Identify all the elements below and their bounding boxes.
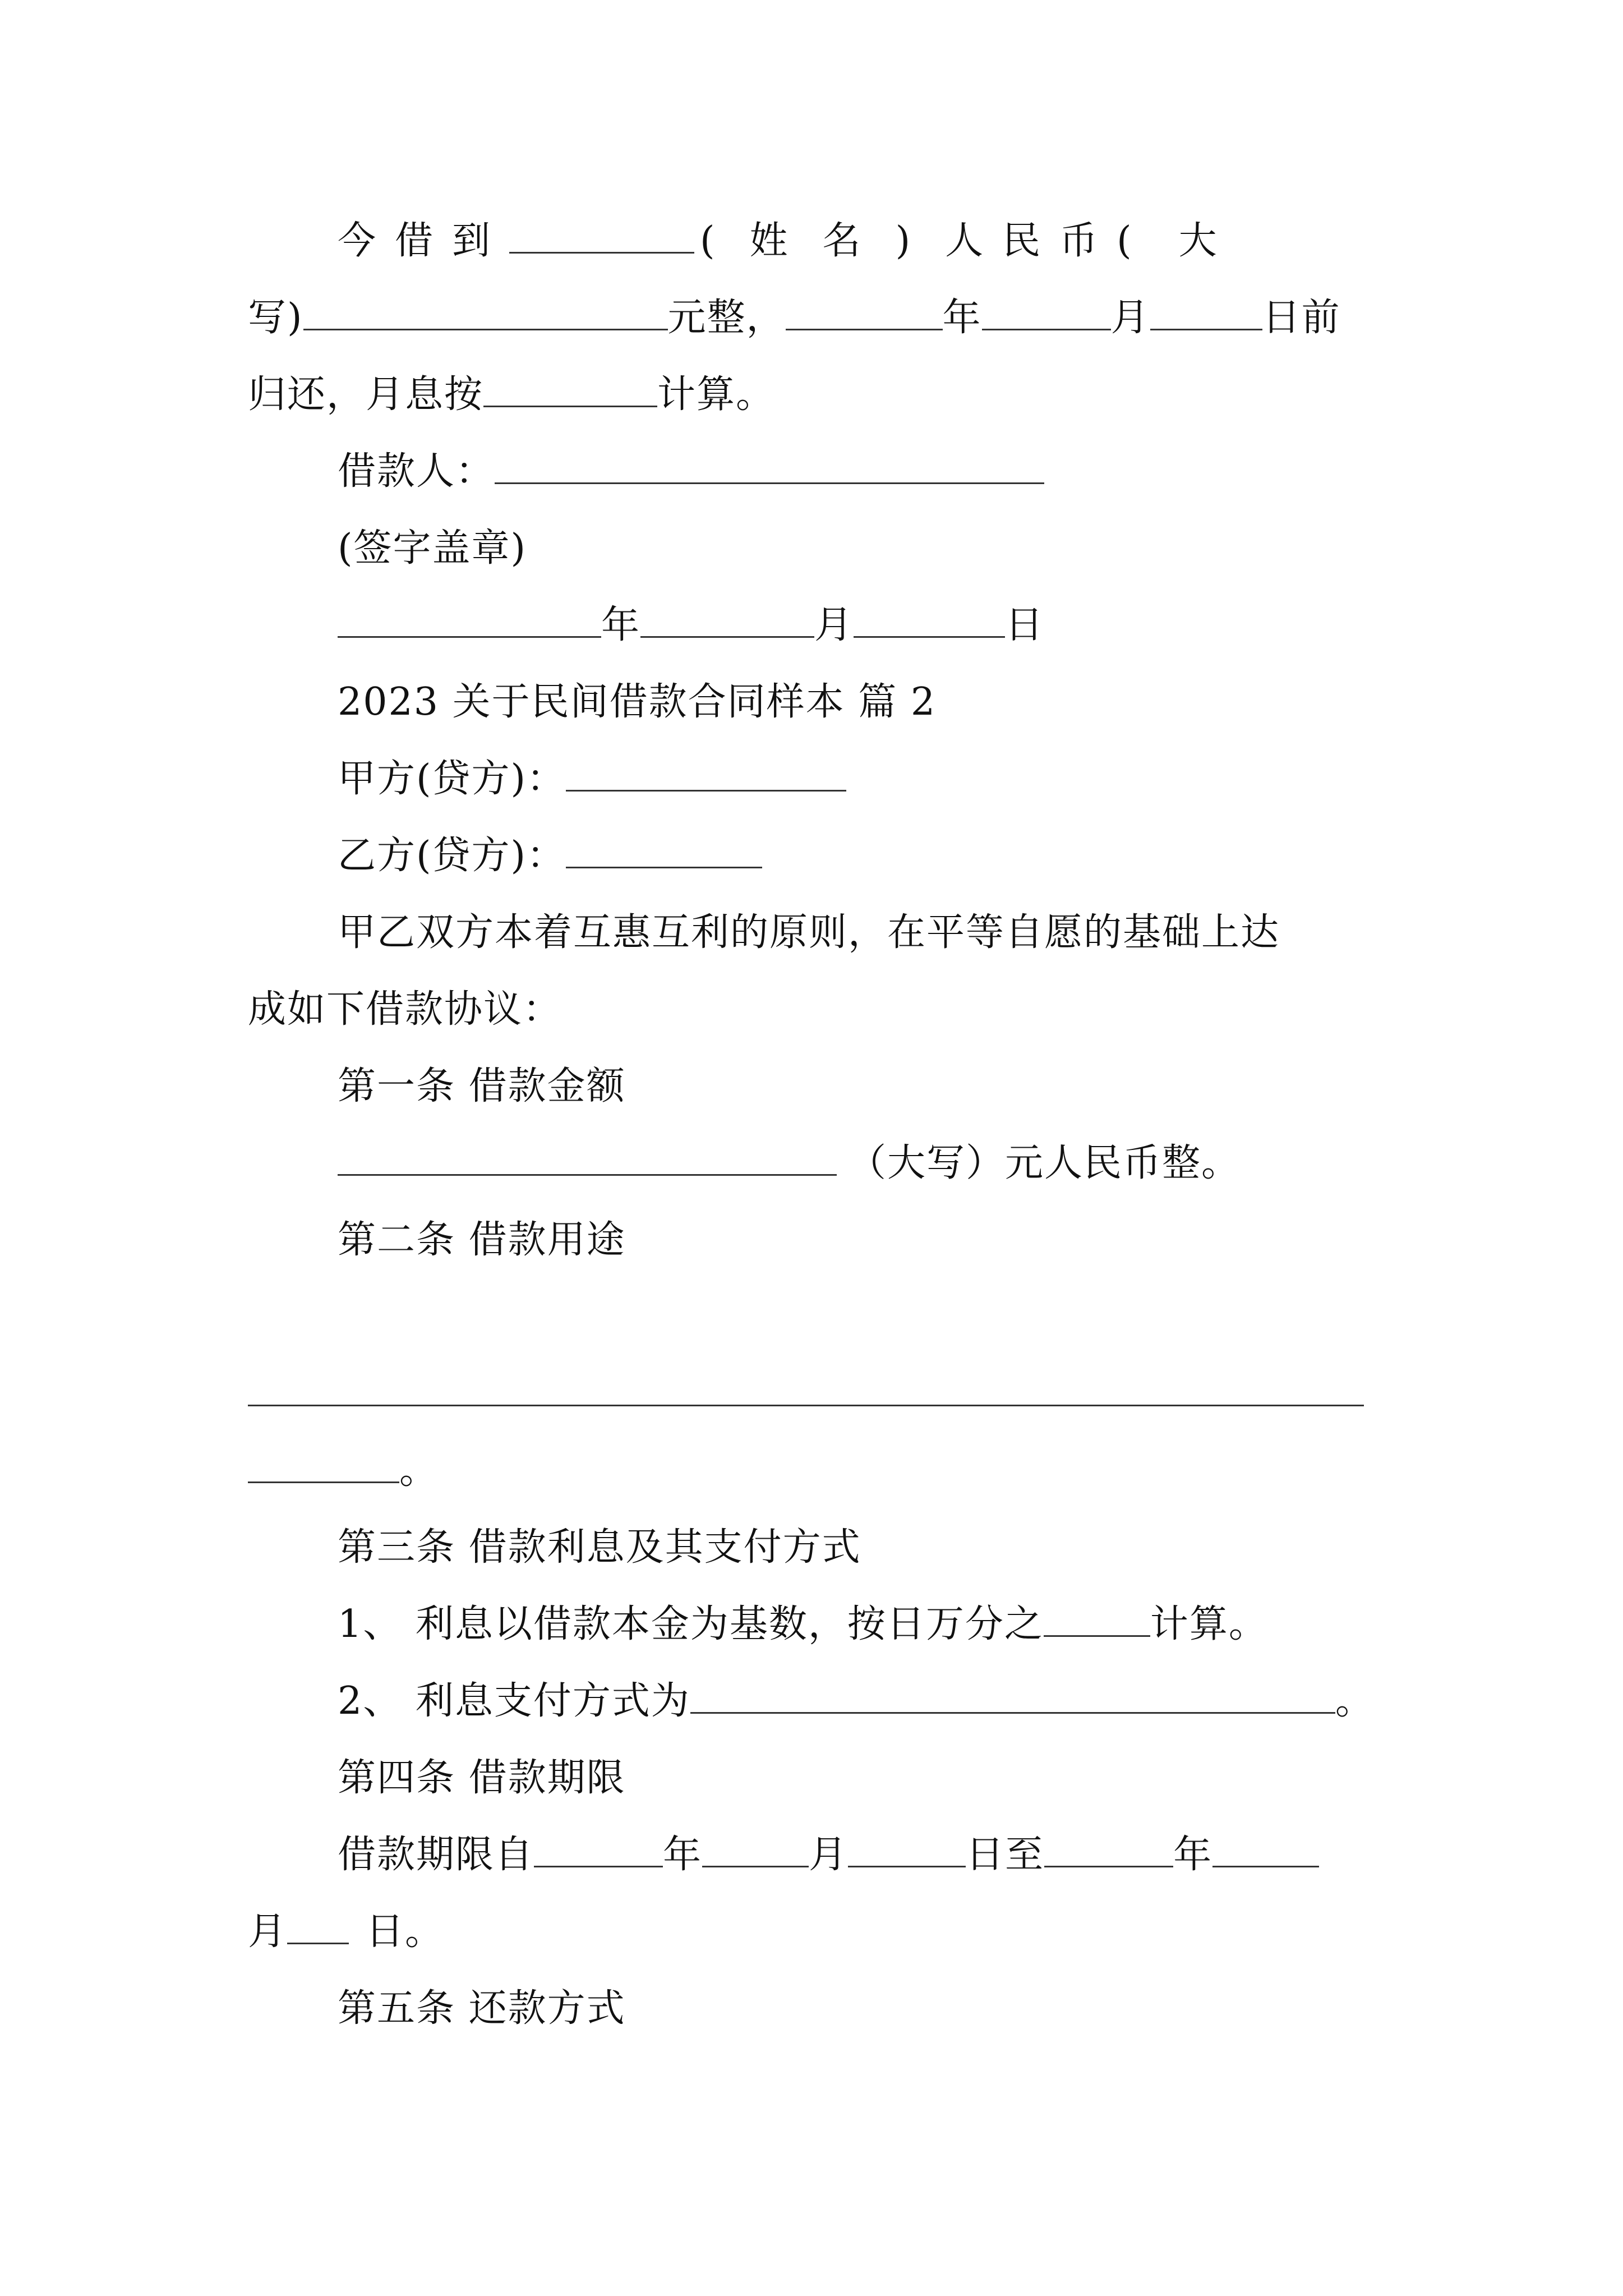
term-end-month: 月 (248, 1910, 288, 1954)
article-4-heading (338, 1753, 1487, 1803)
party-b-label: 乙方(贷方)： (338, 834, 566, 878)
article-3-text: 第三条 借款利息及其支付方式 (338, 1525, 861, 1570)
text-open-paren: ( (700, 219, 716, 263)
amount-text: （大写）元人民币整。 (848, 1141, 1241, 1185)
blank-loan-amount (338, 1139, 837, 1176)
text-rmb: 人民币( (945, 219, 1151, 263)
blank-start-year (534, 1831, 663, 1867)
loan-statement-line-3 (248, 370, 1398, 420)
article-1-heading (338, 1061, 1487, 1112)
blank-amount-uppercase (303, 294, 668, 330)
blank-sign-month (640, 601, 814, 638)
blank-due-year (786, 294, 943, 330)
section-title-text: 2023 关于民间借款合同样本 篇 2 (338, 680, 937, 724)
blank-lender-name (509, 217, 694, 254)
blank-monthly-interest (483, 371, 657, 407)
article-1-text: 第一条 借款金额 (338, 1064, 626, 1108)
text-sign-day: 日 (1005, 603, 1045, 647)
borrower-label: 借款人： (338, 449, 495, 494)
text-nian: 年 (942, 296, 982, 340)
term-end-year: 年 (1173, 1833, 1213, 1877)
article-2-heading (338, 1215, 1487, 1266)
intro-line-2 (248, 984, 1398, 1035)
term-start-year: 年 (663, 1833, 703, 1877)
text-jin-jie-dao: 今借到 (338, 219, 510, 263)
interest-item-1-text: 1、 利息以借款本金为基数，按日万分之 (338, 1602, 1044, 1646)
term-start-day: 日至 (966, 1833, 1045, 1877)
blank-daily-rate (1044, 1600, 1150, 1637)
text-sign-month: 月 (814, 603, 854, 647)
term-start-month: 月 (809, 1833, 849, 1877)
blank-party-b (566, 832, 762, 868)
text-da: 大 (1178, 219, 1218, 263)
text-name-label: 姓名 (749, 219, 896, 263)
borrower-line (338, 447, 1487, 497)
blank-party-a (566, 755, 846, 792)
blank-borrower (495, 448, 1044, 484)
party-b-line (338, 831, 1487, 881)
article-4-text: 第四条 借款期限 (338, 1756, 626, 1800)
blank-sign-year (338, 601, 601, 638)
article-2-text: 第二条 借款用途 (338, 1218, 626, 1262)
text-close-paren: ) (895, 219, 912, 263)
interest-item-2 (338, 1676, 1487, 1727)
article-5-heading (338, 1984, 1487, 2034)
blank-sign-day (854, 601, 1005, 638)
sign-seal-line (338, 523, 1487, 574)
text-ri-qian: 日前 (1262, 296, 1341, 340)
term-end-day: 日。 (366, 1910, 445, 1954)
blank-loan-purpose (248, 1370, 1364, 1406)
blank-payment-method (690, 1677, 1335, 1714)
blank-start-month (702, 1831, 809, 1867)
article-5-text: 第五条 还款方式 (338, 1986, 626, 2031)
text-sign-year: 年 (601, 603, 641, 647)
section-title (338, 677, 1487, 728)
sign-date-line (338, 600, 1487, 651)
blank-end-month-lead (1212, 1831, 1319, 1867)
party-a-label: 甲方(贷方)： (338, 757, 566, 801)
blank-loan-purpose-end (248, 1447, 399, 1483)
text-yuan-zheng: 元整， (667, 296, 786, 340)
intro-text-2: 成如下借款协议： (248, 987, 562, 1032)
party-a-line (338, 754, 1487, 804)
term-start-text: 借款期限自 (338, 1833, 534, 1877)
text-yue: 月 (1110, 296, 1150, 340)
intro-line-1 (338, 908, 1487, 958)
amount-line (338, 1138, 1487, 1189)
purpose-end-line (248, 1446, 1398, 1496)
sign-seal-text: (签字盖章) (338, 526, 527, 570)
article-3-heading (338, 1522, 1487, 1573)
blank-due-day (1150, 294, 1262, 330)
intro-text-1: 甲乙双方本着互惠互利的原则，在平等自愿的基础上达 (338, 910, 1280, 955)
text-return-monthly-interest: 归还，月息按 (248, 372, 484, 417)
interest-item-1 (338, 1599, 1487, 1650)
blank-due-month (982, 294, 1111, 330)
term-line-2 (248, 1907, 1398, 1957)
blank-start-day (848, 1831, 966, 1867)
purpose-period: 。 (399, 1448, 439, 1493)
interest-item-2-end: 。 (1335, 1679, 1375, 1723)
loan-statement-line-2 (248, 293, 1398, 343)
blank-end-day (287, 1908, 349, 1944)
text-calculate: 计算。 (657, 372, 776, 417)
purpose-blank-line (248, 1369, 1398, 1419)
blank-end-year (1044, 1831, 1173, 1867)
term-line-1 (338, 1830, 1487, 1880)
text-xie: 写) (248, 296, 303, 340)
interest-item-2-text: 2、 利息支付方式为 (338, 1679, 690, 1723)
loan-statement-line-1 (338, 216, 1487, 266)
interest-item-1-end: 计算。 (1150, 1602, 1268, 1646)
